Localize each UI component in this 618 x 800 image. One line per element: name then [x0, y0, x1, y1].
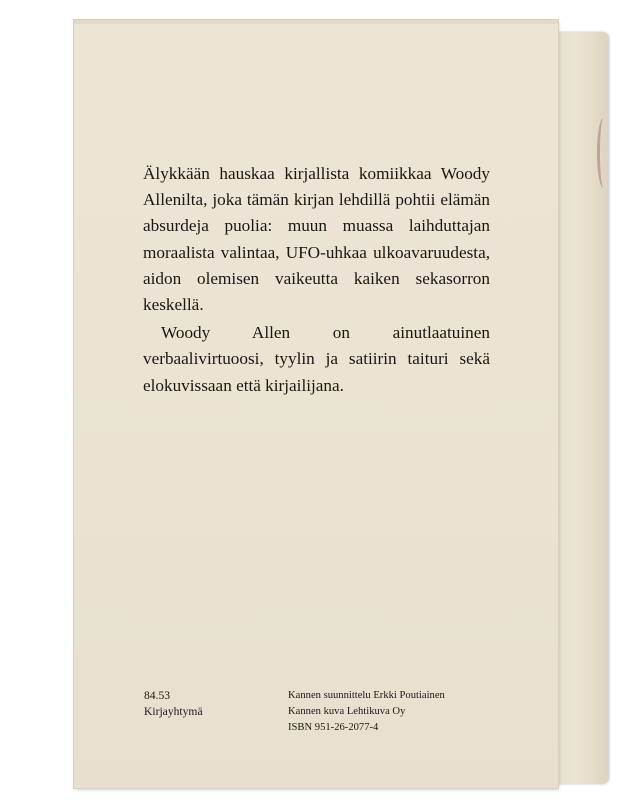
spine-ornament-icon — [597, 118, 610, 188]
cover-design-credit: Kannen suunnittelu Erkki Poutiainen — [288, 690, 445, 701]
footer-credits — [288, 688, 445, 736]
back-cover — [74, 20, 558, 788]
blurb-text — [143, 161, 490, 399]
publisher-name: Kirjayhtymä — [144, 705, 203, 718]
blurb-paragraph-2: Woody Allen on ainutlaatuinen verbaalivirtuoosi, tyylin ja satiirin taituri sekä elokuvissaan että kirjailijana. — [143, 323, 490, 395]
cover-top-edge — [74, 20, 558, 24]
classification-number: 84.53 — [144, 689, 171, 702]
cover-photo-credit: Kannen kuva Lehtikuva Oy — [288, 706, 406, 717]
footer-left — [144, 688, 203, 720]
blurb-paragraph-1: Älykkään hauskaa kirjallista komiikkaa Woody Allenilta, joka tämän kirjan lehdillä pohtii elämän absurdeja puolia: muun muassa laihduttajan moraalista valintaa, UFO-uhkaa ulkoavaruudesta, aidon olemisen vaikeutta kaiken sekasorron keskellä. — [143, 164, 490, 315]
isbn: ISBN 951-26-2077-4 — [288, 722, 379, 733]
